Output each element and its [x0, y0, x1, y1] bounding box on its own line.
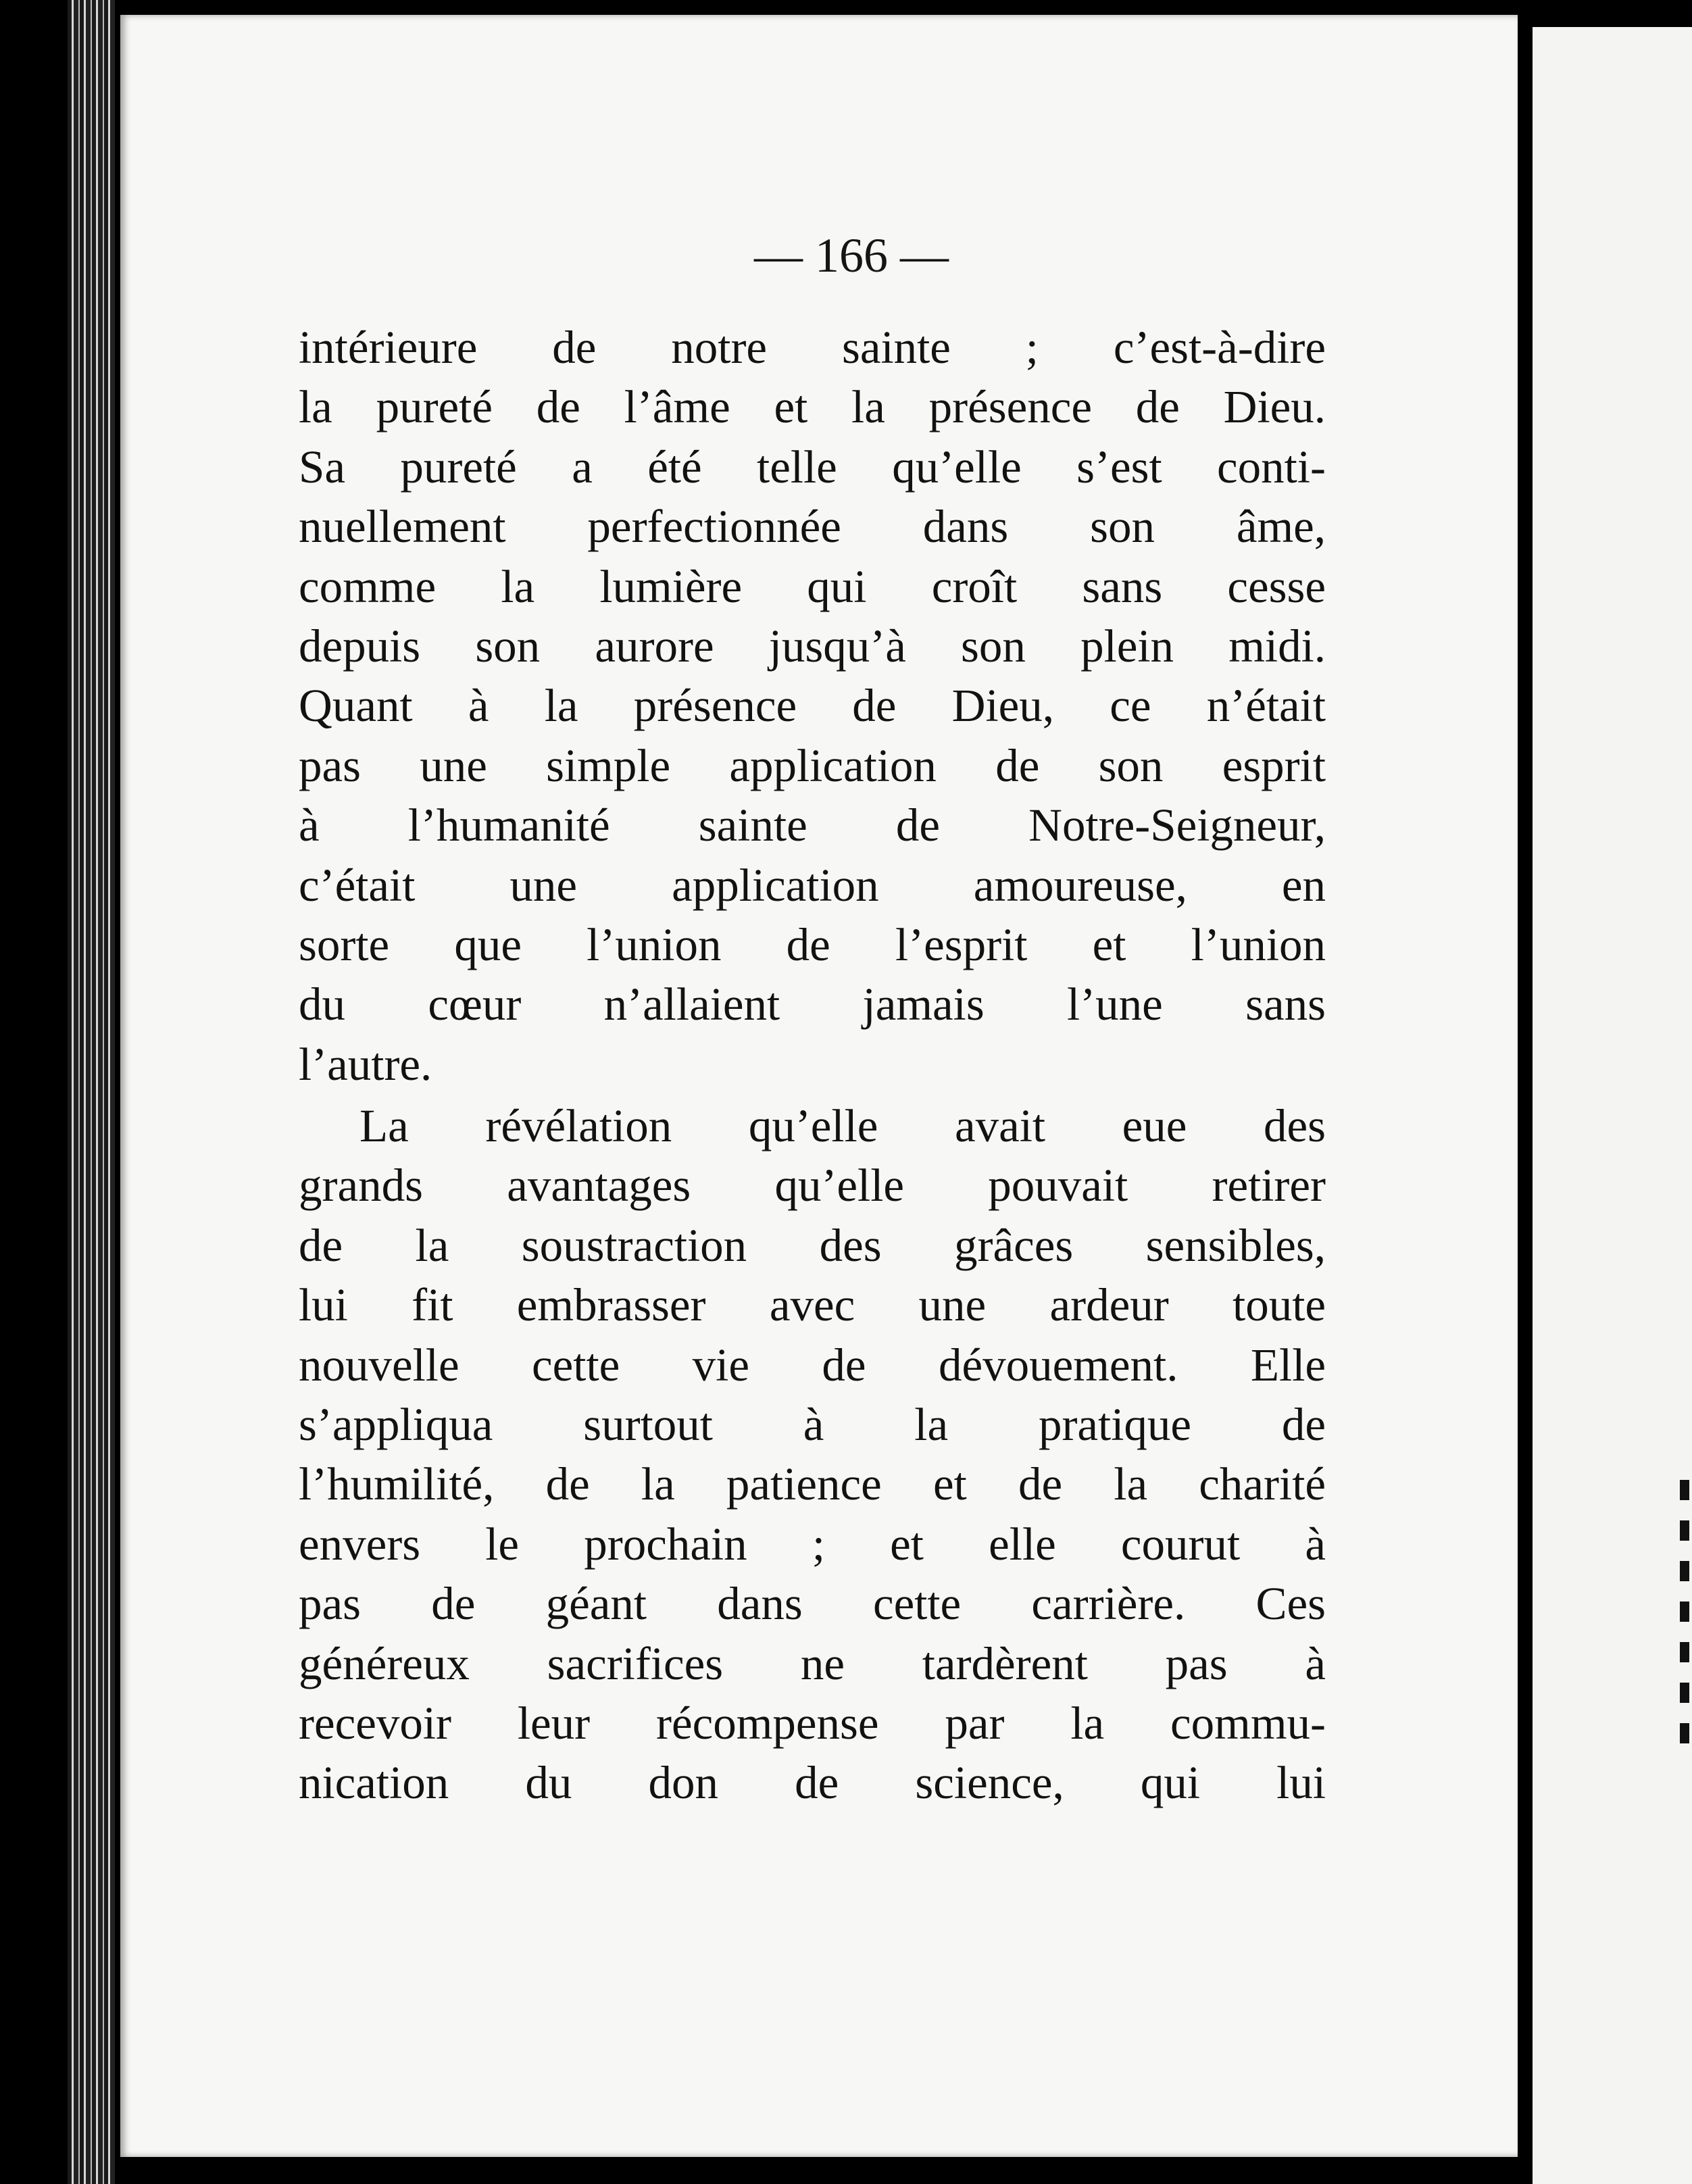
text-line: c’était une application amoureuse, en	[299, 859, 1326, 911]
text-line: grands avantages qu’elle pouvait retirer	[299, 1160, 1326, 1212]
text-line: l’autre.	[299, 1038, 432, 1090]
text-line: depuis son aurore jusqu’à son plein midi.	[299, 620, 1326, 672]
text-line: l’humilité, de la patience et de la charité	[299, 1458, 1326, 1510]
text-line: sorte que l’union de l’esprit et l’union	[299, 918, 1326, 970]
text-line: envers le prochain ; et elle courut à	[299, 1518, 1326, 1570]
text-line: recevoir leur récompense par la commu-	[299, 1697, 1326, 1749]
book-spine-edges	[68, 0, 115, 2184]
paragraph-1	[299, 318, 1326, 1094]
facing-page-marks	[1680, 1480, 1689, 1764]
text-line: à l’humanité sainte de Notre-Seigneur,	[299, 799, 1326, 851]
text-line: intérieure de notre sainte ; c’est-à-dire	[299, 322, 1326, 373]
text-line: Quant à la présence de Dieu, ce n’était	[299, 680, 1326, 732]
facing-page-edge	[1533, 27, 1692, 2184]
text-line: du cœur n’allaient jamais l’une sans	[299, 978, 1326, 1031]
text-line: pas une simple application de son esprit	[299, 739, 1326, 791]
paragraph-2	[299, 1096, 1326, 1813]
text-line: pas de géant dans cette carrière. Ces	[299, 1578, 1326, 1630]
text-line: de la soustraction des grâces sensibles,	[299, 1219, 1326, 1271]
text-line: s’appliqua surtout à la pratique de	[299, 1398, 1326, 1450]
text-line: nuellement perfectionnée dans son âme,	[299, 501, 1326, 553]
page-number: — 166 —	[754, 228, 949, 282]
text-line: nouvelle cette vie de dévouement. Elle	[299, 1339, 1326, 1391]
text-line: généreux sacrifices ne tardèrent pas à	[299, 1637, 1326, 1689]
text-line: comme la lumière qui croît sans cesse	[299, 560, 1326, 612]
text-line: nication du don de science, qui lui	[299, 1757, 1326, 1809]
text-line: la pureté de l’âme et la présence de Dieu.	[299, 381, 1326, 433]
text-line: La révélation qu’elle avait eue des	[359, 1100, 1326, 1151]
text-line: lui fit embrasser avec une ardeur toute	[299, 1279, 1326, 1331]
text-line: Sa pureté a été telle qu’elle s’est conti-	[299, 441, 1326, 493]
